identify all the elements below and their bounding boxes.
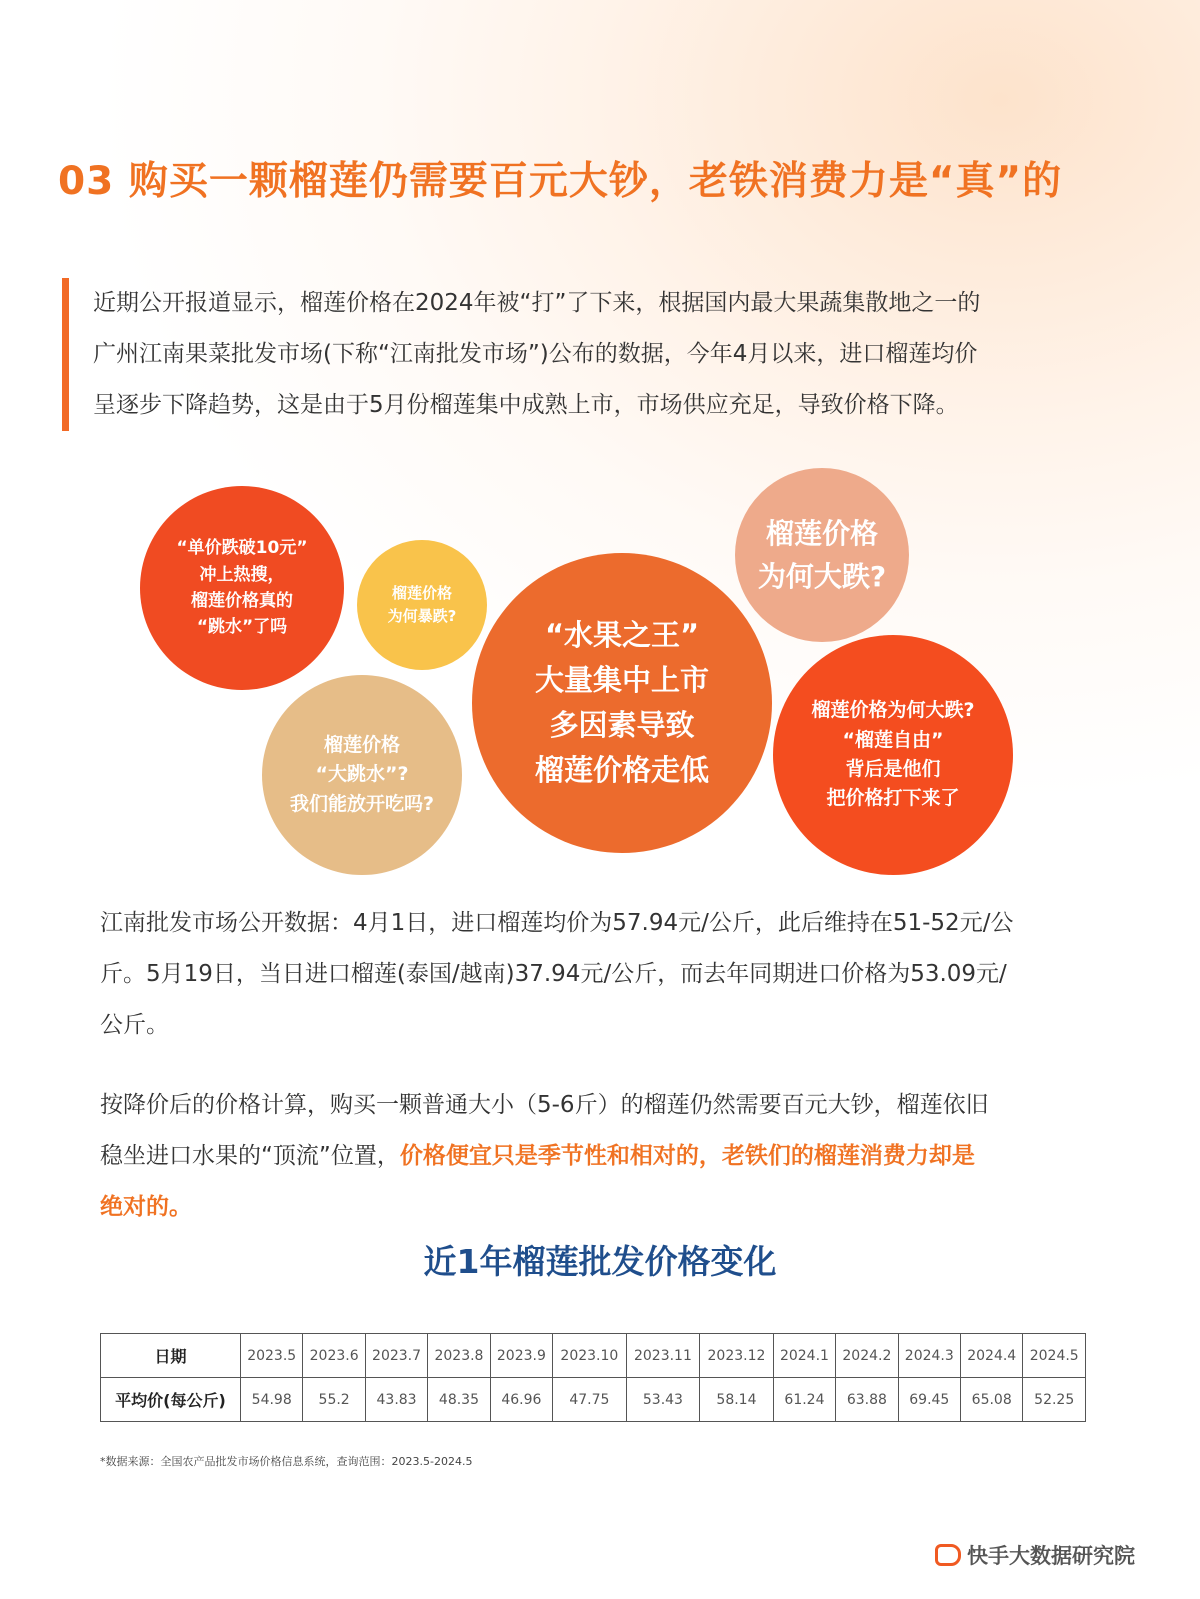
bubble-text: “跳水”了吗	[196, 617, 288, 638]
bubble-text: 榴莲价格为何大跌?	[811, 699, 975, 722]
date-cell: 2023.6	[303, 1334, 365, 1378]
date-cell: 2024.3	[898, 1334, 960, 1378]
bubble-text: 榴莲价格真的	[191, 591, 293, 611]
price-cell: 54.98	[241, 1378, 303, 1422]
price-cell: 69.45	[898, 1378, 960, 1422]
price-cell: 46.96	[490, 1378, 552, 1422]
table-title: 近1年榴莲批发价格变化	[423, 1242, 777, 1281]
price-cell: 43.83	[365, 1378, 427, 1422]
price-table	[100, 1333, 1086, 1422]
logo-text: 快手大数据研究院	[967, 1544, 1135, 1568]
text-line: 公斤。	[100, 1012, 169, 1038]
bubble-3	[735, 468, 909, 642]
price-cell: 55.2	[303, 1378, 365, 1422]
bubble-text: 榴莲价格	[391, 583, 452, 602]
text-line: 斤。5月19日，当日进口榴莲(泰国/越南)37.94元/公斤，而去年同期进口价格为53.09元/	[100, 961, 1007, 987]
price-cell: 47.75	[553, 1378, 627, 1422]
bubble-text: “水果之王”	[544, 618, 700, 653]
bubble-text: “榴莲自由”	[842, 728, 944, 751]
bubble-text: 背后是他们	[845, 758, 941, 780]
page-title: 03 购买一颗榴莲仍需要百元大钞，老铁消费力是“真”的	[58, 159, 1063, 204]
price-cell: 53.43	[626, 1378, 700, 1422]
bubble-text: 把价格打下来了	[826, 787, 960, 810]
bubble-text: 榴莲价格	[323, 733, 400, 756]
bubble-text: “大跳水”?	[315, 763, 409, 786]
bubble-text: 榴莲价格	[765, 516, 878, 550]
price-cell: 52.25	[1023, 1378, 1086, 1422]
bubble-text: “单价跌破10元”	[176, 538, 308, 559]
date-cell: 2024.2	[836, 1334, 898, 1378]
text-line: 稳坐进口水果的“顶流”位置，	[100, 1143, 400, 1169]
price-cell: 65.08	[961, 1378, 1023, 1422]
date-cell: 2024.5	[1023, 1334, 1086, 1378]
logo	[935, 1540, 1135, 1570]
bubble-text: 为何暴跌?	[387, 607, 457, 625]
row-header: 日期	[101, 1334, 241, 1378]
date-cell: 2024.4	[961, 1334, 1023, 1378]
bubble-0	[140, 486, 344, 690]
date-cell: 2024.1	[773, 1334, 835, 1378]
highlight-text: 绝对的。	[100, 1194, 192, 1220]
price-cell: 61.24	[773, 1378, 835, 1422]
intro-line: 呈逐步下降趋势，这是由于5月份榴莲集中成熟上市，市场供应充足，导致价格下降。	[93, 392, 959, 418]
date-cell: 2023.7	[365, 1334, 427, 1378]
paragraph-market-data	[100, 898, 1100, 1051]
bubble-text: 多因素导致	[549, 708, 695, 742]
text-line: 按降价后的价格计算，购买一颗普通大小（5-6斤）的榴莲仍然需要百元大钞，榴莲依旧	[100, 1092, 989, 1118]
date-cell: 2023.10	[553, 1334, 627, 1378]
date-cell: 2023.12	[700, 1334, 774, 1378]
bubble-text: 我们能放开吃吗?	[289, 792, 435, 815]
bubble-text: 榴莲价格走低	[534, 752, 709, 787]
bubble-1	[357, 540, 487, 670]
table-row-dates	[101, 1334, 1086, 1378]
bubble-2	[472, 553, 772, 853]
kuaishou-logo-icon	[935, 1544, 961, 1566]
intro-line: 近期公开报道显示，榴莲价格在2024年被“打”了下来，根据国内最大果蔬集散地之一的	[93, 290, 981, 316]
intro-quote	[62, 278, 1122, 431]
bubble-4	[262, 675, 462, 875]
date-cell: 2023.8	[428, 1334, 490, 1378]
date-cell: 2023.5	[241, 1334, 303, 1378]
text-line: 江南批发市场公开数据：4月1日，进口榴莲均价为57.94元/公斤，此后维持在51-52元/公	[100, 910, 1014, 936]
price-cell: 63.88	[836, 1378, 898, 1422]
bubble-text: 冲上热搜，	[199, 564, 285, 585]
price-cell: 48.35	[428, 1378, 490, 1422]
bubble-5	[773, 635, 1013, 875]
date-cell: 2023.9	[490, 1334, 552, 1378]
highlight-text: 价格便宜只是季节性和相对的，老铁们的榴莲消费力却是	[399, 1143, 975, 1169]
paragraph-consumption	[100, 1080, 1100, 1233]
row-header: 平均价(每公斤)	[101, 1378, 241, 1422]
price-cell: 58.14	[700, 1378, 774, 1422]
bubble-text: 为何大跌?	[757, 560, 887, 593]
footnote: *数据来源：全国农产品批发市场价格信息系统，查询范围：2023.5-2024.5	[100, 1455, 473, 1468]
table-row-prices	[101, 1378, 1086, 1422]
intro-line: 广州江南果菜批发市场(下称“江南批发市场”)公布的数据，今年4月以来，进口榴莲均价	[93, 341, 978, 367]
date-cell: 2023.11	[626, 1334, 700, 1378]
bubble-text: 大量集中上市	[534, 663, 709, 698]
